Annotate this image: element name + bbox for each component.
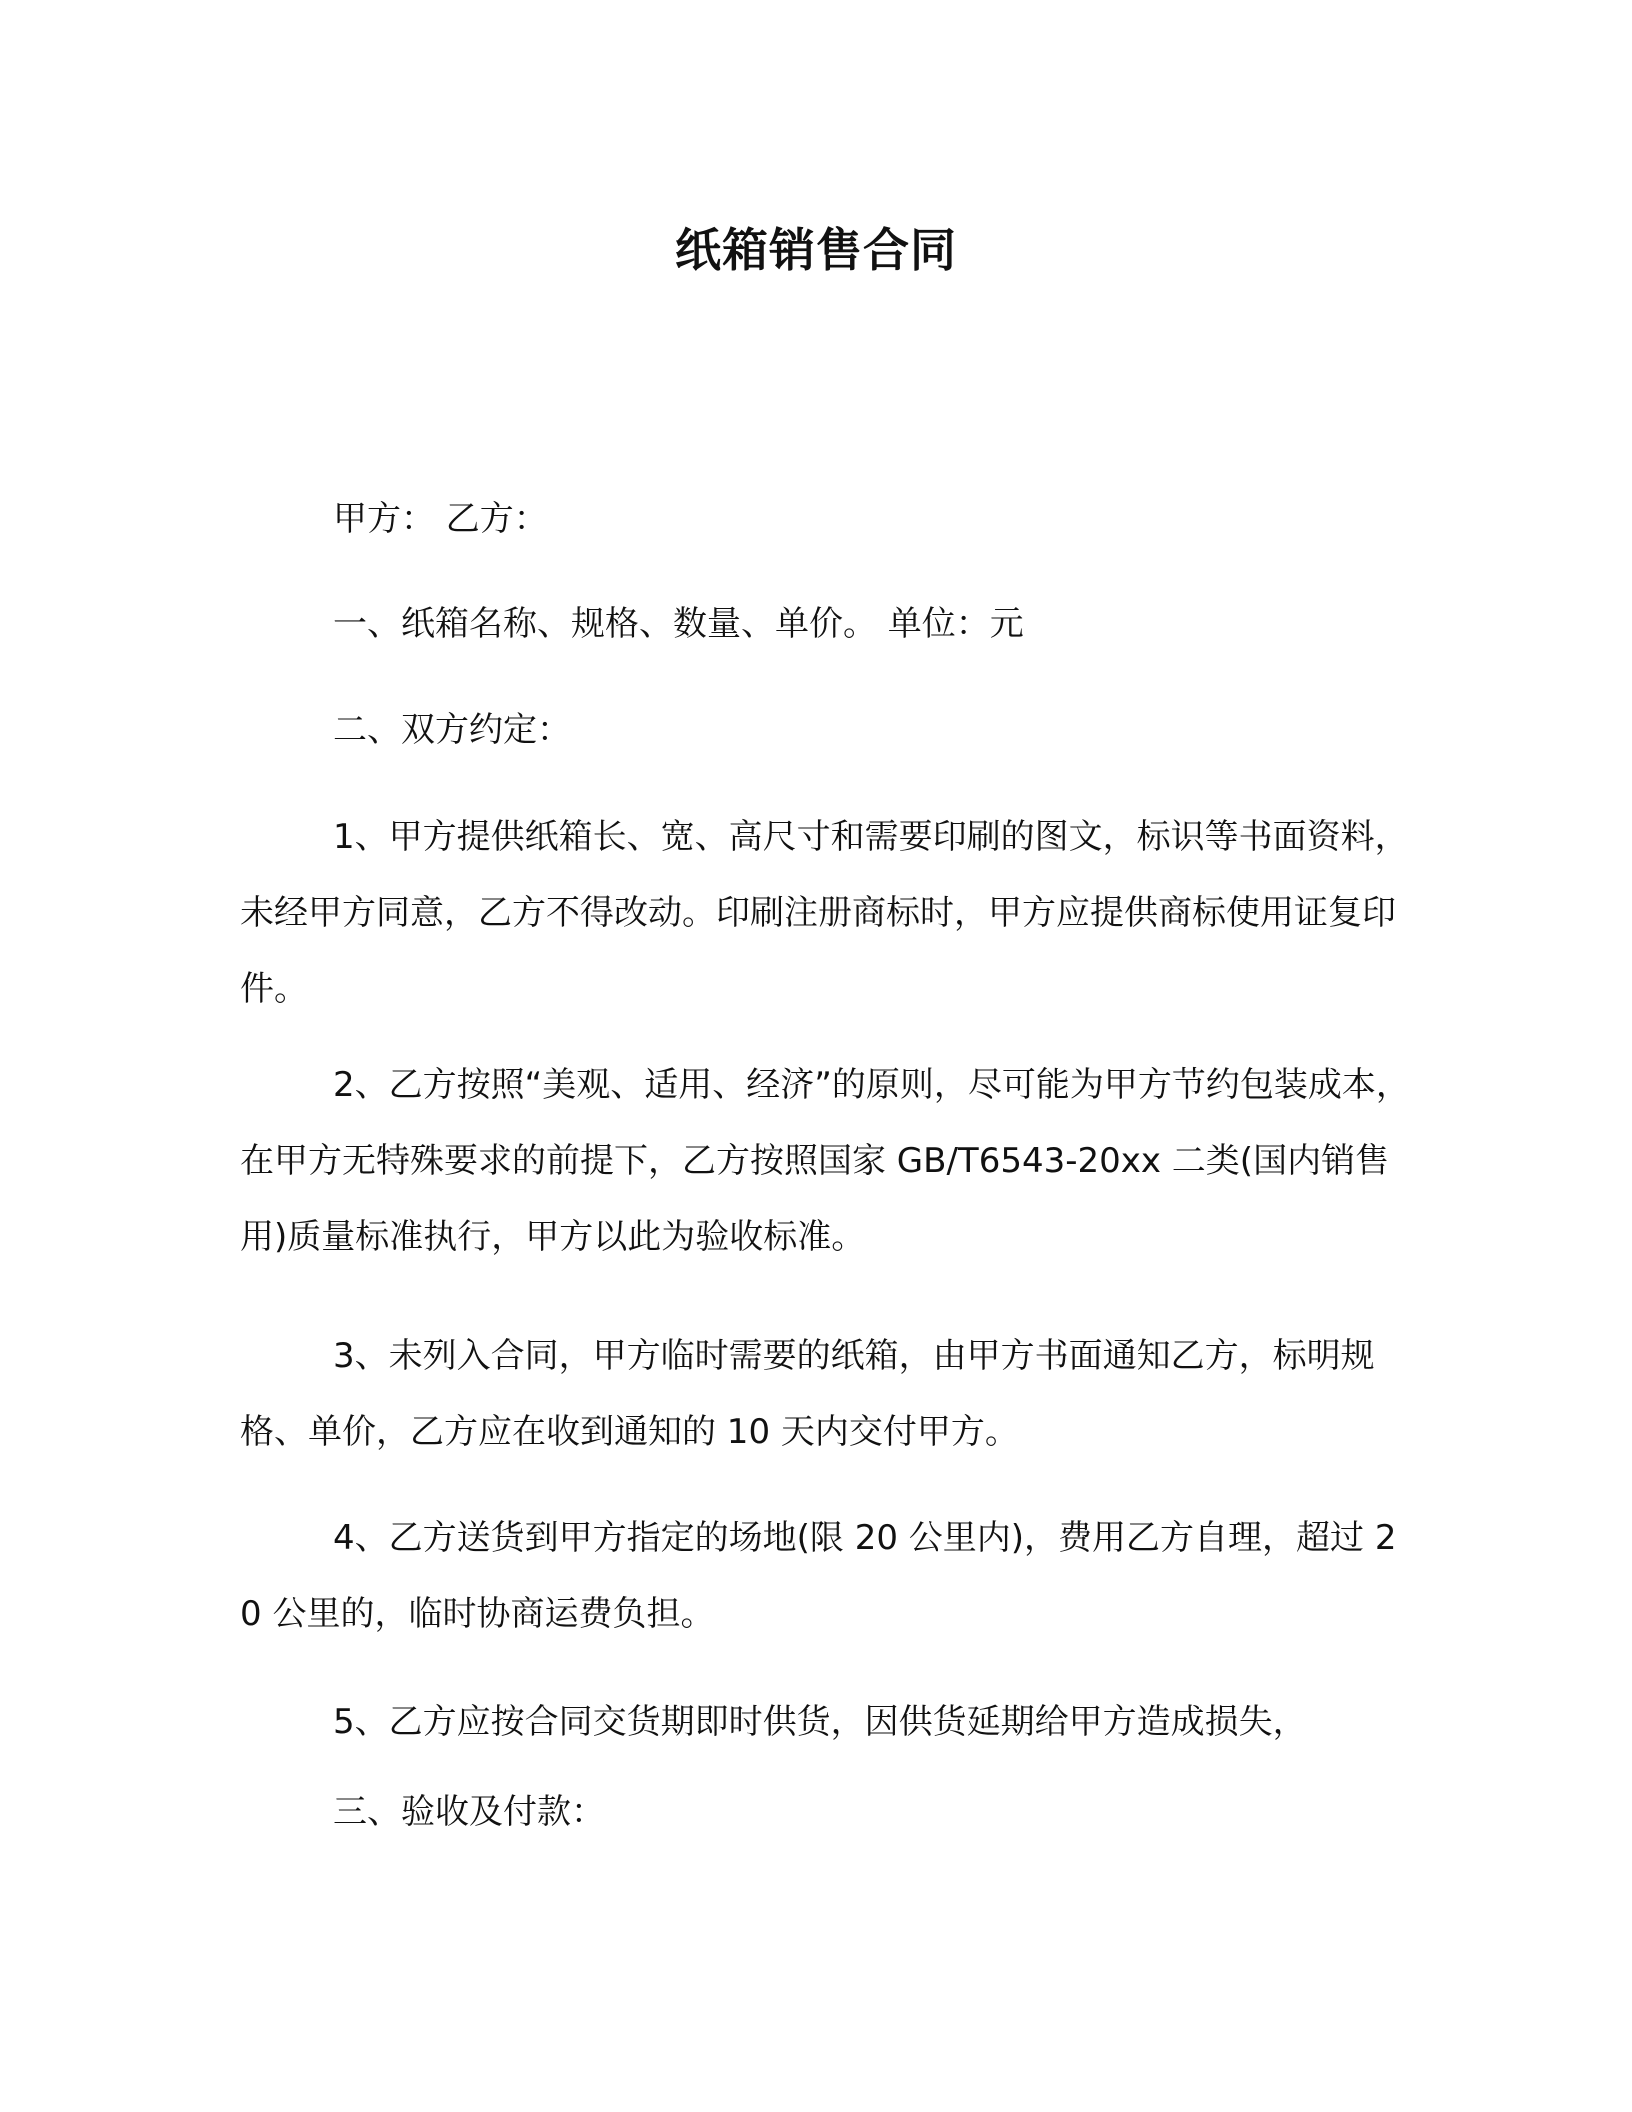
clause-5: 5、乙方应按合同交货期即时供货，因供货延期给甲方造成损失， bbox=[333, 1702, 1307, 1742]
section-three-heading: 三、验收及付款： bbox=[333, 1792, 605, 1832]
clause-1: 1、甲方提供纸箱长、宽、高尺寸和需要印刷的图文，标识等书面资料，未经甲方同意，乙方不得改动。印刷注册商标时，甲方应提供商标使用证复印件。 bbox=[240, 817, 1409, 1009]
clause-2: 2、乙方按照“美观、适用、经济”的原则，尽可能为甲方节约包装成本，在甲方无特殊要求的前提下，乙方按照国家 GB/T6543-20xx 二类(国内销售用)质量标准执行，甲方以此为验收标准。 bbox=[240, 1065, 1410, 1257]
section-two-heading: 二、双方约定： bbox=[333, 710, 571, 750]
parties-line: 甲方： 乙方： bbox=[333, 499, 548, 539]
document-title: 纸箱销售合同 bbox=[675, 223, 957, 277]
clause-4: 4、乙方送货到甲方指定的场地(限 20 公里内)，费用乙方自理，超过 20 公里的，临时协商运费负担。 bbox=[240, 1518, 1397, 1634]
clause-3: 3、未列入合同，甲方临时需要的纸箱，由甲方书面通知乙方，标明规格、单价，乙方应在收到通知的 10 天内交付甲方。 bbox=[240, 1336, 1375, 1452]
section-one-heading: 一、纸箱名称、规格、数量、单价。 单位：元 bbox=[333, 604, 1024, 644]
